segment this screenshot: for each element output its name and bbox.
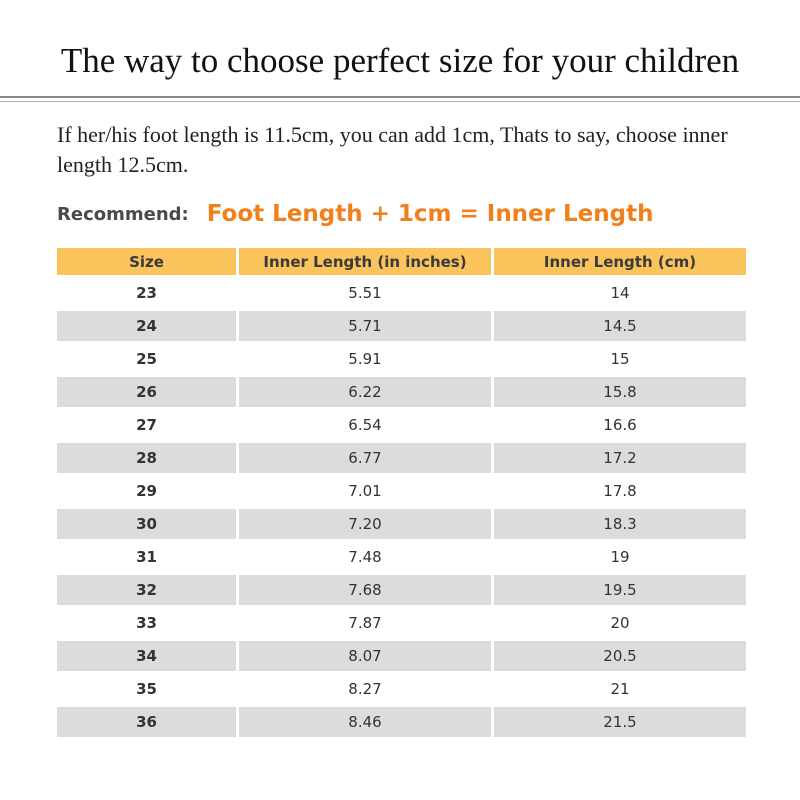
inches-cell: 5.51 <box>348 284 382 302</box>
intro-text: If her/his foot length is 11.5cm, you can add 1cm, Thats to say, choose inner length 12.5cm. <box>57 122 728 177</box>
recommend-line <box>57 196 653 232</box>
inches-cell: 6.77 <box>239 443 491 473</box>
size-cell: 32 <box>57 575 236 605</box>
table-row <box>57 608 746 638</box>
size-cell: 26 <box>57 377 236 407</box>
size-cell: 25 <box>136 350 157 368</box>
table-row <box>57 674 746 704</box>
size-cell: 30 <box>57 509 236 539</box>
inches-cell: 5.91 <box>348 350 382 368</box>
size-cell: 27 <box>136 416 157 434</box>
title-divider <box>0 96 800 98</box>
inches-cell: 7.48 <box>348 548 382 566</box>
table-row <box>57 311 746 341</box>
table-row <box>57 641 746 671</box>
header-inner-length-inches: Inner Length (in inches) <box>239 248 491 275</box>
size-table <box>54 245 749 740</box>
cm-cell: 14.5 <box>494 311 746 341</box>
size-cell: 34 <box>57 641 236 671</box>
table-row <box>57 377 746 407</box>
cm-cell: 19.5 <box>494 575 746 605</box>
size-cell: 23 <box>136 284 157 302</box>
size-cell: 31 <box>136 548 157 566</box>
size-cell: 29 <box>136 482 157 500</box>
inches-cell: 7.01 <box>348 482 382 500</box>
cm-cell: 15 <box>610 350 630 368</box>
title-divider-thin <box>0 101 800 102</box>
recommend-label: Recommend: <box>57 203 189 225</box>
table-row <box>57 575 746 605</box>
inches-cell: 8.27 <box>348 680 382 698</box>
size-cell: 36 <box>57 707 236 737</box>
inches-cell: 7.87 <box>348 614 382 632</box>
inches-cell: 8.46 <box>239 707 491 737</box>
inches-cell: 7.20 <box>239 509 491 539</box>
cm-cell: 17.8 <box>603 482 637 500</box>
cm-cell: 17.2 <box>494 443 746 473</box>
table-row <box>57 278 746 308</box>
table-row <box>57 707 746 737</box>
table-row <box>57 410 746 440</box>
inches-cell: 6.54 <box>348 416 382 434</box>
cm-cell: 19 <box>610 548 630 566</box>
size-cell: 24 <box>57 311 236 341</box>
cm-cell: 15.8 <box>494 377 746 407</box>
size-cell: 28 <box>57 443 236 473</box>
inches-cell: 5.71 <box>239 311 491 341</box>
size-cell: 35 <box>136 680 157 698</box>
page-title: The way to choose perfect size for your children <box>60 41 740 80</box>
inches-cell: 6.22 <box>239 377 491 407</box>
cm-cell: 20.5 <box>494 641 746 671</box>
size-cell: 33 <box>136 614 157 632</box>
cm-cell: 18.3 <box>494 509 746 539</box>
cm-cell: 21.5 <box>494 707 746 737</box>
cm-cell: 20 <box>610 614 630 632</box>
inches-cell: 7.68 <box>239 575 491 605</box>
table-row <box>57 509 746 539</box>
recommend-formula: Foot Length + 1cm = Inner Length <box>206 201 654 227</box>
header-size: Size <box>57 248 236 275</box>
table-row <box>57 542 746 572</box>
header-inner-length-cm: Inner Length (cm) <box>494 248 746 275</box>
cm-cell: 16.6 <box>603 416 637 434</box>
table-header-row <box>57 248 746 275</box>
table-row <box>57 476 746 506</box>
table-row <box>57 443 746 473</box>
cm-cell: 14 <box>610 284 630 302</box>
table-row <box>57 344 746 374</box>
inches-cell: 8.07 <box>239 641 491 671</box>
cm-cell: 21 <box>610 680 630 698</box>
